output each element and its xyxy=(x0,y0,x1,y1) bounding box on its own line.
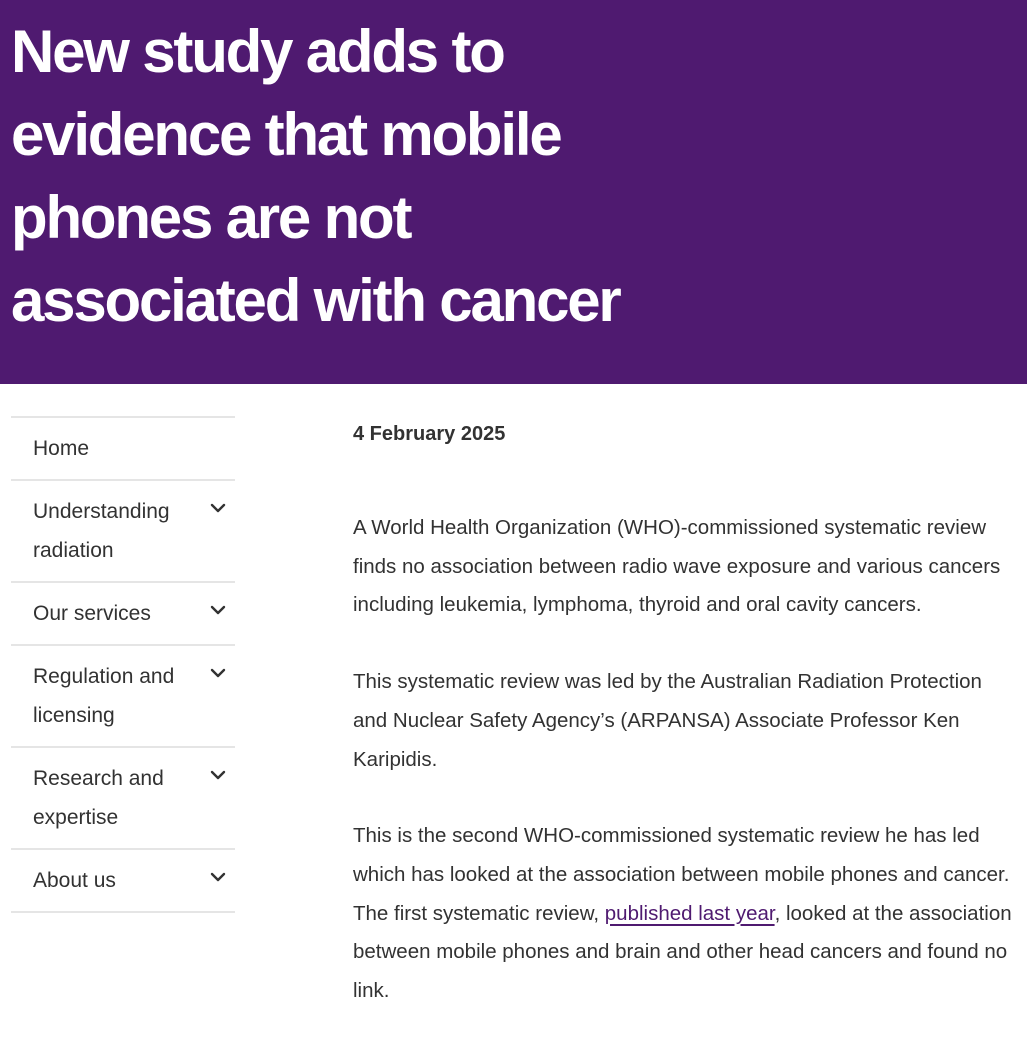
sidebar-item-research-and-expertise[interactable] xyxy=(11,748,235,850)
page-title: New study adds to evidence that mobile phones are not associated with cancer xyxy=(11,18,620,334)
article-paragraph xyxy=(353,817,1013,1011)
sidebar-item-our-services[interactable] xyxy=(11,583,235,646)
sidebar-item-regulation-and-licensing[interactable] xyxy=(11,646,235,748)
sidebar-item-label: Research and expertise xyxy=(33,767,164,829)
sidebar-item-home[interactable] xyxy=(11,418,235,481)
article-date: 4 February 2025 xyxy=(353,423,506,445)
chevron-down-icon[interactable] xyxy=(209,868,227,886)
chevron-down-icon[interactable] xyxy=(209,664,227,682)
sidebar-item-understanding-radiation[interactable] xyxy=(11,481,235,583)
sidebar-item-label: Understanding radiation xyxy=(33,500,170,562)
chevron-down-icon[interactable] xyxy=(209,766,227,784)
chevron-down-icon[interactable] xyxy=(209,601,227,619)
page-header xyxy=(0,0,1027,384)
article-paragraph: This systematic review was led by the Australian Radiation Protection and Nuclear Safety Agency’s (ARPANSA) Associate Professor Ken Karipidis. xyxy=(353,670,982,771)
paragraph-text: , looked at the association between mobile phones and brain and other head cancers and found no link. xyxy=(353,901,1012,1003)
paragraph-text: This is the second WHO-commissioned systematic review he has led which has looked at the association between mobile phones and cancer. The first systematic review, xyxy=(353,824,1010,925)
sidebar-item-label: Regulation and licensing xyxy=(33,665,175,727)
article-content xyxy=(353,416,1013,1011)
sidebar-item-label: Our services xyxy=(33,602,151,625)
published-last-year-link[interactable]: published last year xyxy=(604,901,775,925)
sidebar-item-label: Home xyxy=(33,437,90,460)
sidebar-item-about-us[interactable] xyxy=(11,850,235,913)
article-paragraph: A World Health Organization (WHO)-commissioned systematic review finds no association between radio wave exposure and various cancers including leukemia, lymphoma, thyroid and oral cavity cancers. xyxy=(353,516,1001,617)
sidebar-nav xyxy=(11,416,235,913)
chevron-down-icon[interactable] xyxy=(209,499,227,517)
sidebar-item-label: About us xyxy=(33,869,116,892)
